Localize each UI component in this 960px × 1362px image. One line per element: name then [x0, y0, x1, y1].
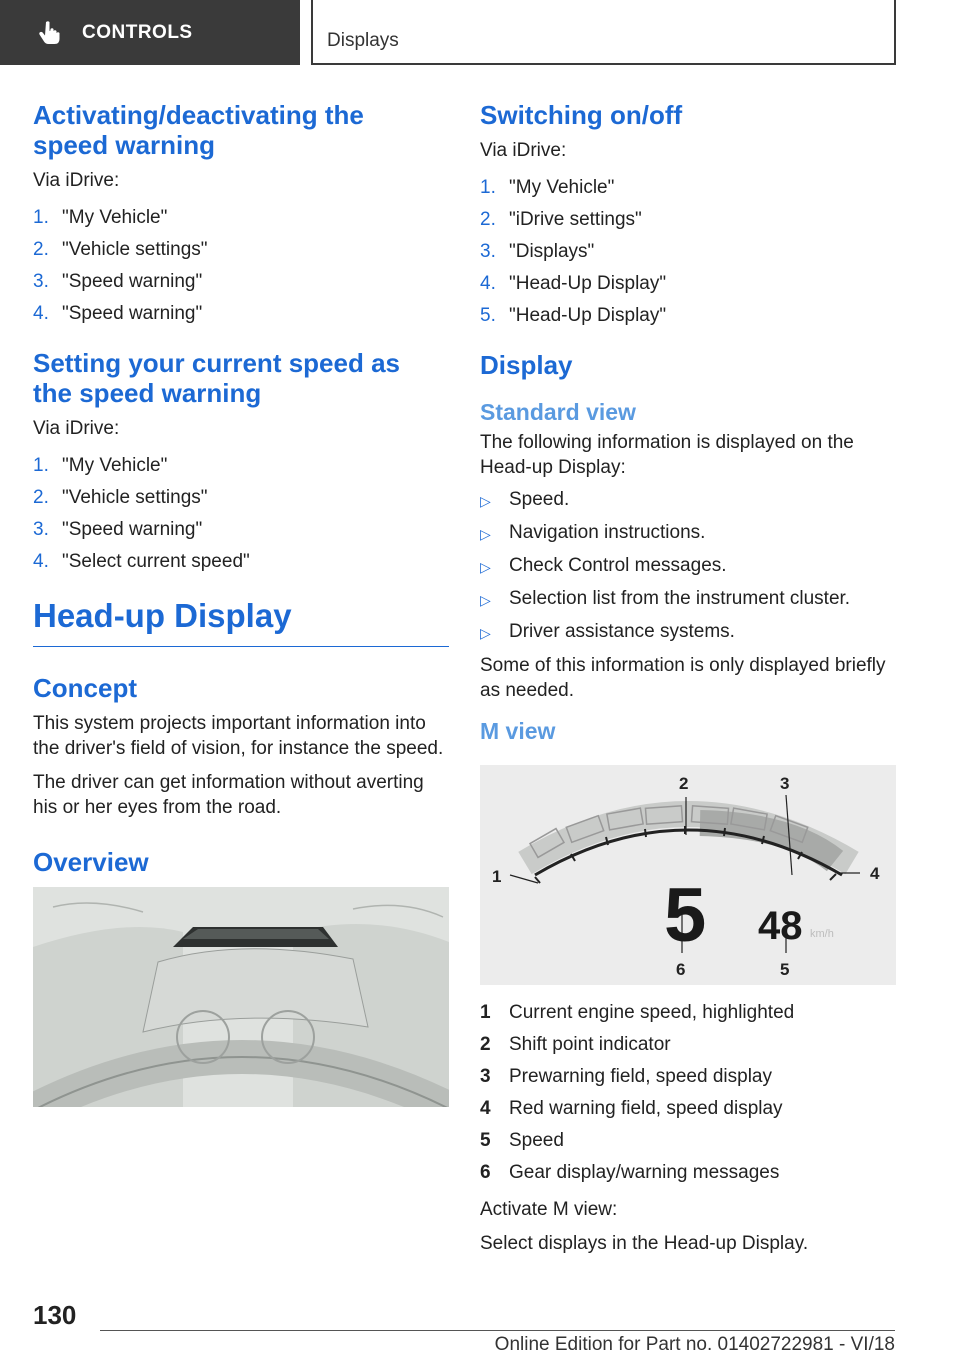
gear-display: 5: [664, 873, 707, 958]
list-item: 5 Speed: [480, 1130, 564, 1151]
via-idrive-text: Via iDrive:: [33, 418, 120, 439]
list-item: 6 Gear display/warning messages: [480, 1162, 780, 1183]
list-item: 3 Prewarning field, speed display: [480, 1066, 772, 1087]
standard-view-heading: Standard view: [480, 399, 636, 425]
speed-warning-steps: [33, 202, 449, 330]
callout-5: 5: [780, 960, 790, 979]
m-view-heading: M view: [480, 718, 556, 744]
concept-paragraph-2: The driver can get information without averting his or her eyes from the road.: [33, 772, 424, 818]
via-idrive-text: Via iDrive:: [33, 170, 120, 191]
callout-6: 6: [676, 960, 686, 979]
m-view-legend: [480, 997, 896, 1189]
triangle-bullet-icon: ▷: [480, 493, 491, 509]
triangle-bullet-icon: ▷: [480, 592, 491, 608]
list-item: ▷ Selection list from the instrument cluster.: [480, 583, 896, 616]
current-speed-heading: Setting your current speed as the speed warning: [33, 348, 400, 408]
section-tab: [0, 0, 300, 65]
page-number: 130: [33, 1300, 77, 1330]
list-item: 3. "Displays": [480, 241, 595, 262]
left-column: [33, 100, 449, 1107]
list-item: 2. "Vehicle settings": [33, 239, 208, 260]
switching-steps: [480, 172, 896, 332]
speed-unit: km/h: [810, 928, 834, 940]
hand-pointer-icon: [36, 19, 64, 47]
activate-m-view-label: Activate M view:: [480, 1199, 618, 1220]
callout-3: 3: [780, 774, 790, 793]
list-item: 1. "My Vehicle": [480, 177, 615, 198]
triangle-bullet-icon: ▷: [480, 625, 491, 641]
activate-m-view-text: Select displays in the Head-up Display.: [480, 1233, 809, 1254]
m-view-illustration: [480, 765, 896, 985]
list-item: 2 Shift point indicator: [480, 1034, 671, 1055]
standard-view-note: Some of this information is only displayed briefly as needed.: [480, 655, 886, 701]
list-item: ▷ Driver assistance systems.: [480, 616, 896, 649]
topic-label: Displays: [327, 30, 399, 51]
list-item: 4. "Head-Up Display": [480, 273, 667, 294]
section-label: CONTROLS: [82, 21, 193, 43]
list-item: 3. "Speed warning": [33, 519, 203, 540]
triangle-bullet-icon: ▷: [480, 526, 491, 542]
list-item: 1. "My Vehicle": [33, 455, 168, 476]
via-idrive-text: Via iDrive:: [480, 140, 567, 161]
list-item: 5. "Head-Up Display": [480, 305, 667, 326]
triangle-bullet-icon: ▷: [480, 559, 491, 575]
footer-divider: [100, 1330, 895, 1331]
hud-chapter-title: Head-up Display: [33, 596, 449, 647]
list-item: 4 Red warning field, speed display: [480, 1098, 783, 1119]
callout-4: 4: [870, 864, 880, 883]
concept-heading: Concept: [33, 673, 137, 703]
edition-text: Online Edition for Part no. 01402722981 - VI/18: [494, 1334, 895, 1355]
list-item: 2. "iDrive settings": [480, 209, 642, 230]
speed-warning-heading: Activating/deactivating the speed warning: [33, 100, 364, 160]
standard-view-list: [480, 484, 896, 649]
list-item: 1. "My Vehicle": [33, 207, 168, 228]
topic-tab: [311, 0, 896, 65]
list-item: 1 Current engine speed, highlighted: [480, 1002, 795, 1023]
standard-view-intro: The following information is displayed on the Head-up Display:: [480, 432, 854, 478]
list-item: 4. "Select current speed": [33, 551, 250, 572]
switching-heading: Switching on/off: [480, 100, 683, 130]
list-item: 3. "Speed warning": [33, 271, 203, 292]
callout-1: 1: [492, 867, 502, 886]
list-item: 2. "Vehicle settings": [33, 487, 208, 508]
speed-display: 48: [758, 904, 803, 948]
concept-paragraph-1: This system projects important information into the driver's field of vision, for instance the speed.: [33, 713, 444, 759]
overview-heading: Overview: [33, 847, 149, 877]
right-column: [480, 100, 896, 1265]
list-item: ▷ Navigation instructions.: [480, 517, 896, 550]
list-item: ▷ Check Control messages.: [480, 550, 896, 583]
list-item: ▷ Speed.: [480, 484, 896, 517]
current-speed-steps: [33, 450, 449, 578]
dashboard-illustration: [33, 887, 449, 1107]
display-heading: Display: [480, 350, 573, 380]
callout-2: 2: [679, 774, 689, 793]
list-item: 4. "Speed warning": [33, 303, 203, 324]
